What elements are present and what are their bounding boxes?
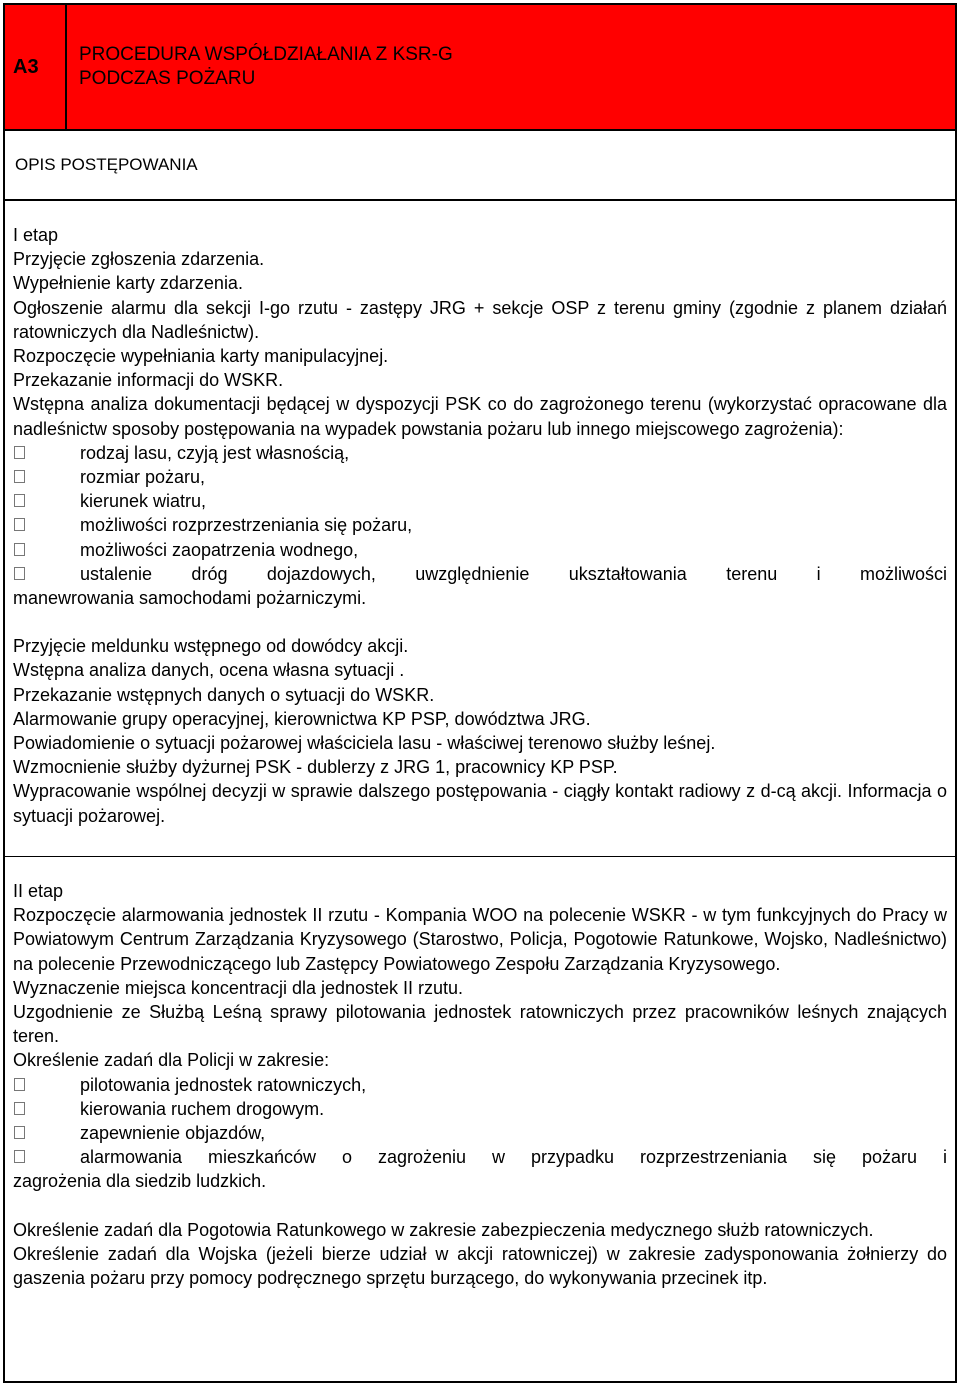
step-text: Rozpoczęcie alarmowania jednostek II rzutu - Kompania WOO na polecenie WSKR - w tym funkcyjnych do Pracy w Powiatowym Centrum Zarządzania Kryzysowego (Starostwo, Policja, Pogotowie Ratunkowe, Wojsko, Nadleśnictwo) na polecenie Przewodniczącego lub Zastępcy Powiatowego Zespołu Zarządzania Kryzysowego.	[13, 905, 947, 974]
step-text: Wstępna analiza dokumentacji będącej w dyspozycji PSK co do zagrożonego terenu (wykorzystać opracowane dla nadleśnictw sposoby postępowania na wypadek powstania pożaru lub innego miejscowego zagrożenia):	[13, 394, 947, 439]
procedure-code: A3	[5, 5, 67, 129]
bullet-box-icon	[14, 543, 25, 556]
bullet-box-icon	[14, 1078, 25, 1091]
list-item: możliwości rozprzestrzeniania się pożaru,	[13, 513, 947, 537]
list-item: rodzaj lasu, czyją jest własnością,	[13, 441, 947, 465]
list-item-continuation: manewrowania samochodami pożarniczymi.	[13, 588, 367, 609]
title-line-2: PODCZAS POŻARU	[79, 68, 256, 89]
title-line-1: PROCEDURA WSPÓŁDZIAŁANIA Z KSR-G	[79, 44, 453, 65]
bullet-box-icon	[14, 446, 25, 459]
bullet-box-icon	[14, 1102, 25, 1115]
section-heading: OPIS POSTĘPOWANIA	[5, 131, 955, 201]
step-text: Powiadomienie o sytuacji pożarowej właściciela lasu - właściwej terenowo służby leśnej.	[13, 733, 716, 754]
step-text: Przyjęcie meldunku wstępnego od dowódcy akcji.	[13, 636, 409, 657]
bullet-box-icon	[14, 494, 25, 507]
list-item: rozmiar pożaru,	[13, 465, 947, 489]
stage-2-heading: II etap	[13, 881, 64, 901]
step-text: Wstępna analiza danych, ocena własna sytuacji .	[13, 660, 405, 681]
list-item: kierunek wiatru,	[13, 489, 947, 513]
bullet-box-icon	[14, 1126, 25, 1139]
bullet-box-icon	[14, 470, 25, 483]
stage-1-section	[5, 201, 955, 857]
list-item: możliwości zaopatrzenia wodnego,	[13, 538, 947, 562]
step-text: Wypełnienie karty zdarzenia.	[13, 273, 243, 294]
step-text: Wyznaczenie miejsca koncentracji dla jednostek II rzutu.	[13, 977, 464, 998]
list-item: ustalenie dróg dojazdowych, uwzględnienie ukształtowania terenu i możliwości	[13, 562, 947, 586]
bullet-box-icon	[14, 567, 25, 580]
step-text: Uzgodnienie ze Służbą Leśną sprawy pilotowania jednostek ratowniczych przez pracowników leśnych znających teren.	[13, 1002, 947, 1047]
list-item: zapewnienie objazdów,	[13, 1121, 947, 1145]
step-text: Wzmocnienie służby dyżurnej PSK - dublerzy z JRG 1, pracownicy KP PSP.	[13, 757, 618, 778]
step-text: Określenie zadań dla Policji w zakresie:	[13, 1050, 330, 1071]
list-item: kierowania ruchem drogowym.	[13, 1097, 947, 1121]
step-text: Przekazanie informacji do WSKR.	[13, 370, 284, 391]
stage-2-section	[5, 857, 955, 1290]
step-text: Określenie zadań dla Wojska (jeżeli bierze udział w akcji ratowniczej) w zakresie zadysponowania żołnierzy do gaszenia pożaru przy pomocy podręcznego sprzętu burzącego, do wykonywania przecinek itp.	[13, 1243, 947, 1289]
bullet-box-icon	[14, 518, 25, 531]
step-text: Określenie zadań dla Pogotowia Ratunkowego w zakresie zabezpieczenia medycznego służb ratowniczych.	[13, 1219, 874, 1240]
procedure-title	[67, 5, 955, 129]
step-text: Wypracowanie wspólnej decyzji w sprawie dalszego postępowania - ciągły kontakt radiowy z d-cą akcji. Informacja o sytuacji pożarowej.	[13, 781, 947, 826]
bullet-box-icon	[14, 1150, 25, 1163]
step-text: Rozpoczęcie wypełniania karty manipulacyjnej.	[13, 346, 389, 367]
list-item: alarmowania mieszkańców o zagrożeniu w przypadku rozprzestrzeniania się pożaru i	[13, 1145, 947, 1169]
step-text: Przekazanie wstępnych danych o sytuacji do WSKR.	[13, 684, 435, 705]
header-row	[5, 5, 955, 131]
step-text: Ogłoszenie alarmu dla sekcji I-go rzutu - zastępy JRG + sekcje OSP z terenu gminy (zgodnie z planem działań ratowniczych dla Nadleśnictw).	[13, 297, 947, 342]
procedure-card	[3, 3, 957, 1383]
step-text: Alarmowanie grupy operacyjnej, kierownictwa KP PSP, dowództwa JRG.	[13, 708, 591, 729]
stage-1-heading: I etap	[13, 225, 59, 245]
list-item: pilotowania jednostek ratowniczych,	[13, 1073, 947, 1097]
list-item-continuation: zagrożenia dla siedzib ludzkich.	[13, 1171, 267, 1192]
step-text: Przyjęcie zgłoszenia zdarzenia.	[13, 249, 265, 270]
